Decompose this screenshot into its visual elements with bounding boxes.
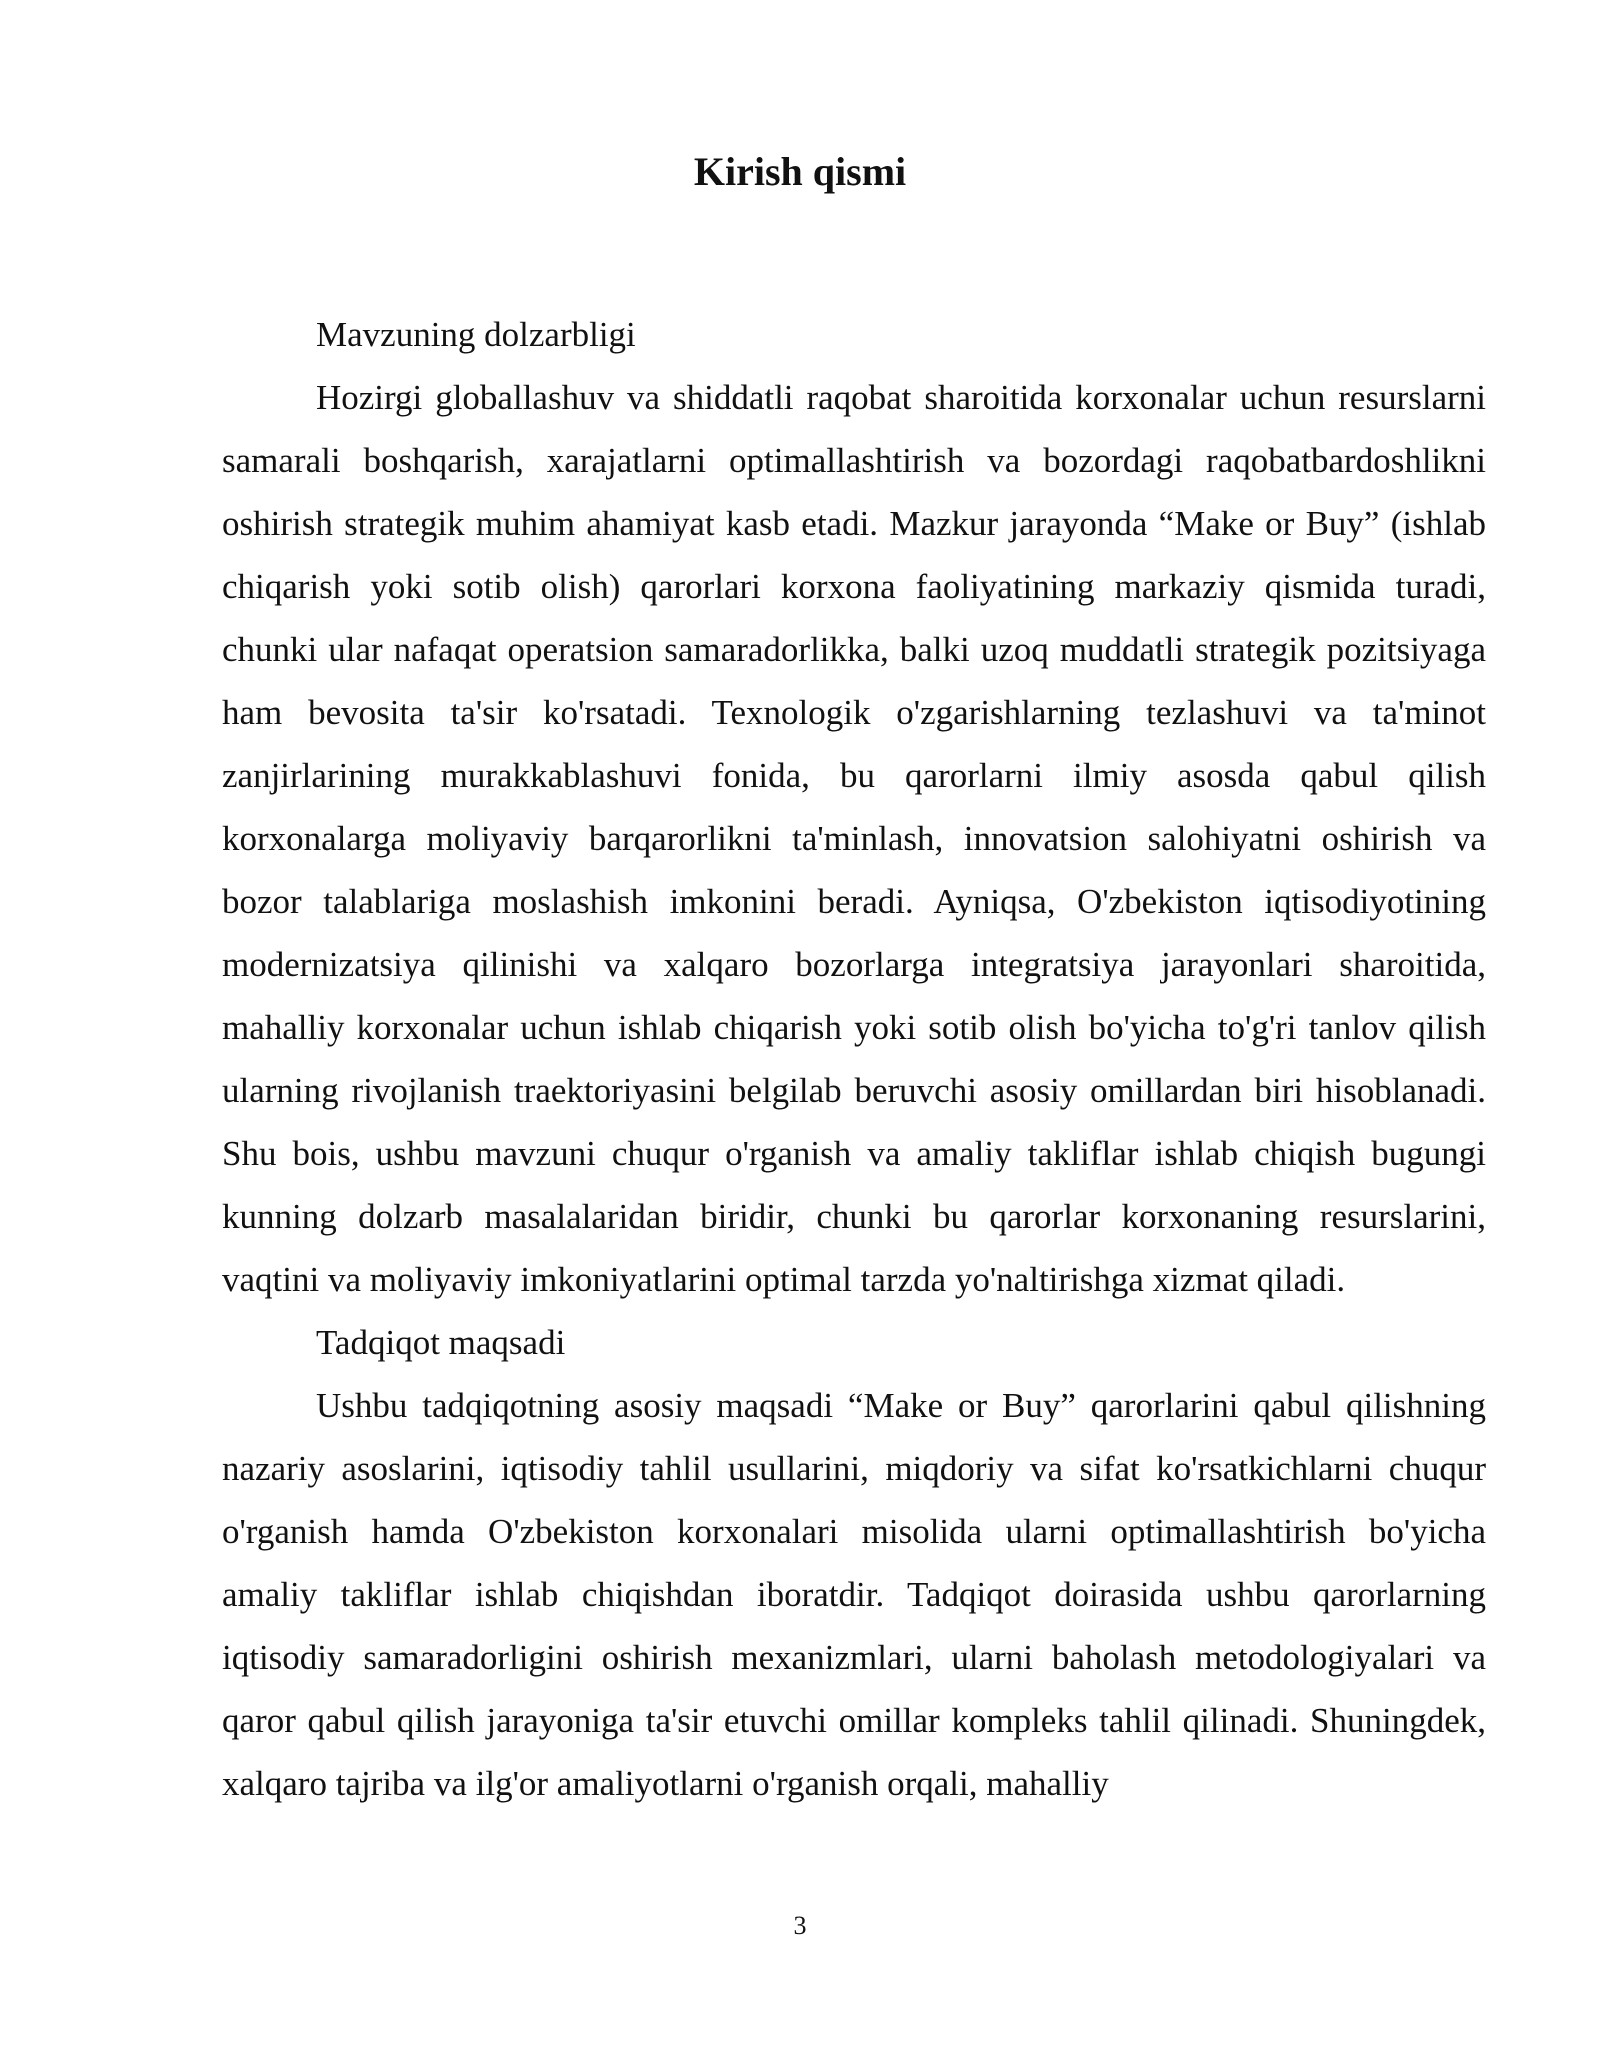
section-paragraph-relevance: Hozirgi globallashuv va shiddatli raqobat sharoitida korxonalar uchun resurslarni samarali boshqarish, xarajatlarni optimallashtirish va bozordagi raqobatbardoshlikni oshirish strategik muhim ahamiyat kasb etadi. Mazkur jarayonda “Make or Buy” (ishlab chiqarish yoki sotib olish) qarorlari korxona faoliyatining markaziy qismida turadi, chunki ular nafaqat operatsion samaradorlikka, balki uzoq muddatli strategik pozitsiyaga ham bevosita ta'sir ko'rsatadi. Texnologik o'zgarishlarning tezlashuvi va ta'minot zanjirlarining murakkablashuvi fonida, bu qarorlarni ilmiy asosda qabul qilish korxonalarga moliyaviy barqarorlikni ta'minlash, innovatsion salohiyatni oshirish va bozor talablariga moslashish imkonini beradi. Ayniqsa, O'zbekiston iqtisodiyotining modernizatsiya qilinishi va xalqaro bozorlarga integratsiya jarayonlari sharoitida, mahalliy korxonalar uchun ishlab chiqarish yoki sotib olish bo'yicha to'g'ri tanlov qilish ularning rivojlanish traektoriyasini belgilab beruvchi asosiy omillardan biri hisoblanadi. Shu bois, ushbu mavzuni chuqur o'rganish va amaliy takliflar ishlab chiqish bugungi kunning dolzarb masalalaridan biridir, chunki bu qarorlar korxonaning resurslarini, vaqtini va moliyaviy imkoniyatlarini optimal tarzda yo'naltirishga xizmat qiladi. xyxy=(222,378,1486,1299)
section-heading-goal: Tadqiqot maqsadi xyxy=(316,1323,566,1362)
document-body xyxy=(222,303,1486,1815)
section-paragraph-goal: Ushbu tadqiqotning asosiy maqsadi “Make or Buy” qarorlarini qabul qilishning nazariy asoslarini, iqtisodiy tahlil usullarini, miqdoriy va sifat ko'rsatkichlarni chuqur o'rganish hamda O'zbekiston korxonalari misolida ularni optimallashtirish bo'yicha amaliy takliflar ishlab chiqishdan iboratdir. Tadqiqot doirasida ushbu qarorlarning iqtisodiy samaradorligini oshirish mexanizmlari, ularni baholash metodologiyalari va qaror qabul qilish jarayoniga ta'sir etuvchi omillar kompleks tahlil qilinadi. Shuningdek, xalqaro tajriba va ilg'or amaliyotlarni o'rganish orqali, mahalliy xyxy=(222,1386,1486,1803)
page-number: 3 xyxy=(793,1911,807,1940)
section-heading-relevance: Mavzuning dolzarbligi xyxy=(316,315,636,354)
page-title: Kirish qismi xyxy=(693,149,907,194)
